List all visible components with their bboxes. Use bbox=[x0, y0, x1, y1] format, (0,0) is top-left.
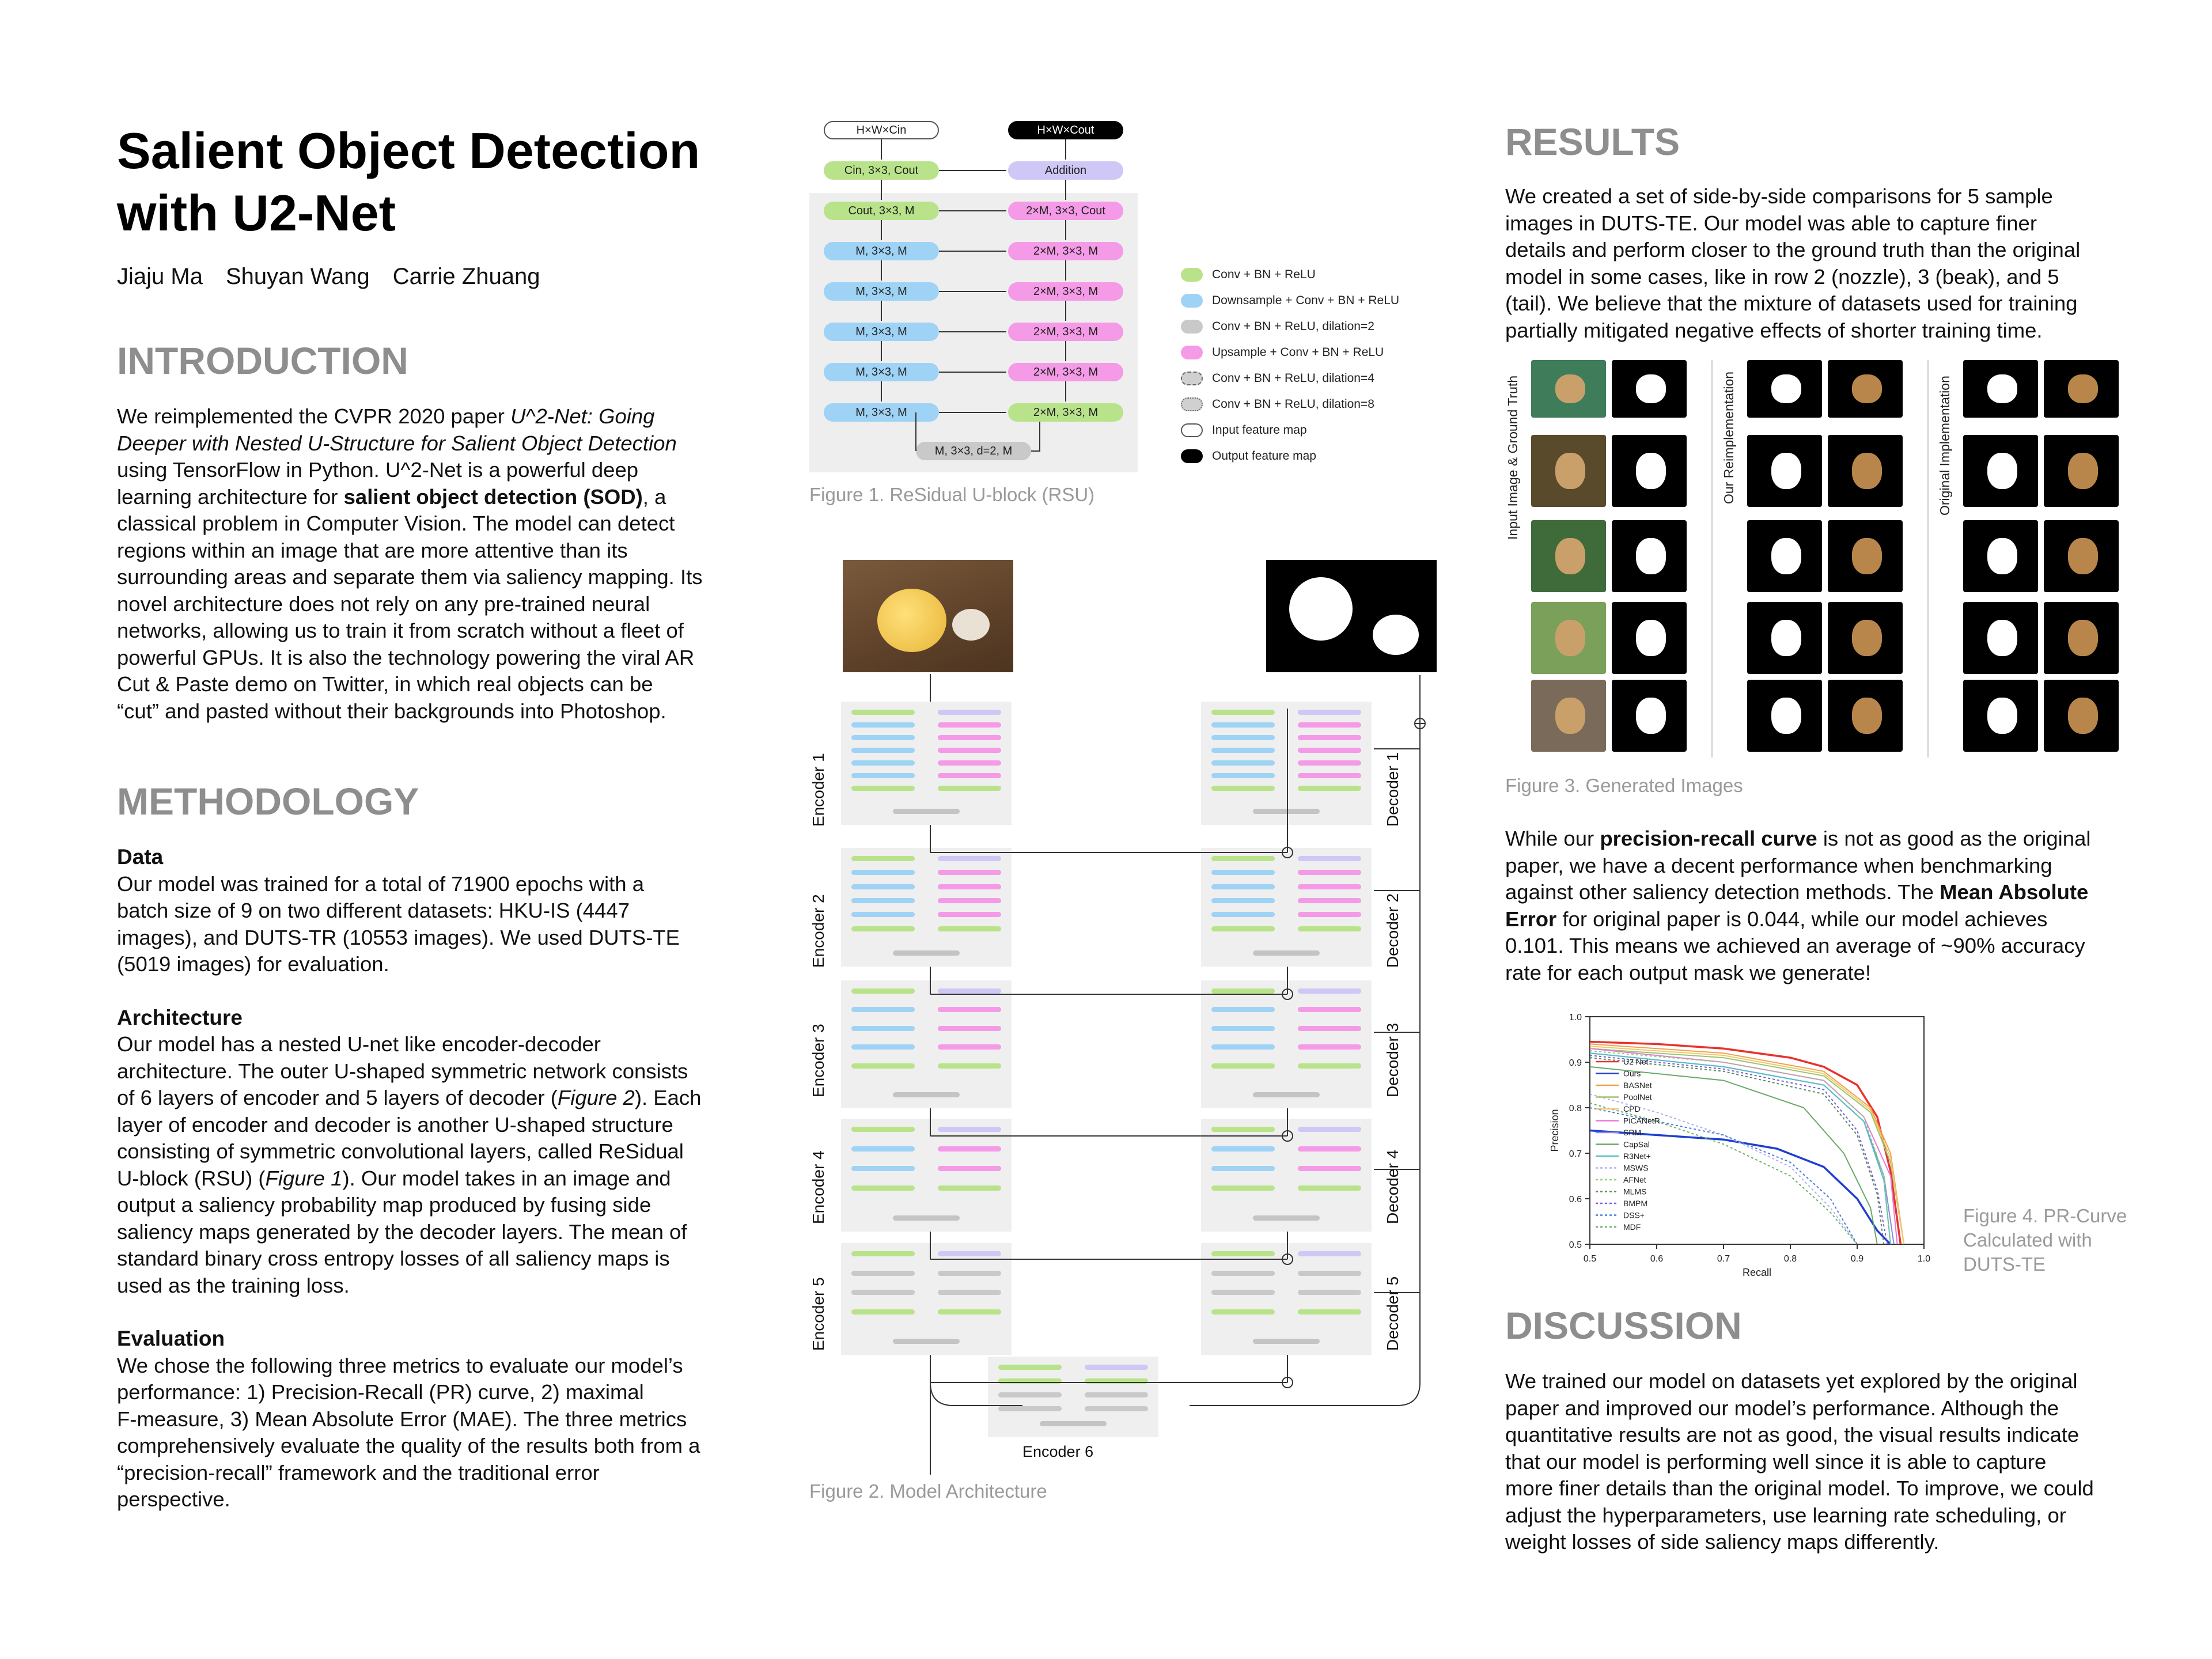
input-photo-thumbnail bbox=[1531, 435, 1606, 507]
thumbnail-subject bbox=[1987, 698, 2017, 734]
sod-bold: salient object detection (SOD) bbox=[343, 484, 643, 509]
rsu-figure bbox=[809, 118, 1138, 475]
input-photo-thumbnail bbox=[1531, 520, 1606, 592]
authors bbox=[117, 264, 563, 290]
discussion-text: We trained our model on datasets yet explored by the original bbox=[1505, 1369, 2078, 1393]
results-body bbox=[1505, 183, 2162, 344]
encoder-label: Encoder 5 bbox=[809, 1277, 827, 1351]
figure-4-caption bbox=[1963, 1204, 2127, 1277]
arch-text: ). Our model takes in an image and bbox=[342, 1166, 671, 1190]
paper-title-italic: Deeper with Nested U-Structure for Salient Object Detection bbox=[117, 431, 677, 455]
legend-label: PiCANetR bbox=[1623, 1116, 1660, 1126]
thumbnail-subject bbox=[1636, 620, 1666, 656]
discussion-text: quantitative results are not as good, the visual results indicate bbox=[1505, 1423, 2080, 1446]
legend-item bbox=[1181, 397, 1374, 411]
thumbnail-subject bbox=[1771, 538, 1801, 574]
x-tick-label: 0.6 bbox=[1650, 1254, 1664, 1264]
results-text: (tail). We believe that the mixture of datasets used for training bbox=[1505, 291, 2078, 315]
results-text: details and perform closer to the ground truth than the original bbox=[1505, 238, 2081, 262]
intro-text: , a bbox=[642, 484, 666, 509]
addition-block: Addition bbox=[1008, 161, 1123, 180]
pr-body bbox=[1505, 825, 2162, 986]
pr-curve-chart bbox=[1521, 1005, 1941, 1282]
masked-result-thumbnail bbox=[2044, 520, 2119, 592]
masked-result-thumbnail bbox=[1828, 360, 1903, 418]
grid-column-label: Our Reimplementation bbox=[1721, 371, 1736, 504]
thumbnail-subject bbox=[2068, 538, 2098, 574]
legend-label: Conv + BN + ReLU bbox=[1212, 268, 1316, 281]
encoder-label: Encoder 1 bbox=[809, 753, 827, 827]
discussion-text: that our model is performing well since it is able to capture bbox=[1505, 1449, 2047, 1474]
saliency-mask-thumbnail bbox=[1612, 680, 1687, 752]
discussion-text: more finer details than the original model. To improve, we could bbox=[1505, 1476, 2094, 1500]
rsu-conv-block: Cin, 3×3, Cout bbox=[824, 161, 939, 180]
discussion-heading: DISCUSSION bbox=[1505, 1304, 1742, 1347]
saliency-mask-thumbnail bbox=[1963, 435, 2038, 507]
thumbnail-subject bbox=[1555, 698, 1585, 734]
thumbnail-subject bbox=[1852, 538, 1882, 574]
pr-text: rate for each output mask we generate! bbox=[1505, 960, 1872, 984]
results-text: images in DUTS-TE. Our model was able to capture finer bbox=[1505, 211, 2037, 235]
intro-text: regions within an image that are more attentive than its bbox=[117, 538, 628, 562]
decoder-label: Decoder 4 bbox=[1384, 1149, 1402, 1224]
data-text: images), and DUTS-TR (10553 images). We used DUTS-TE bbox=[117, 925, 680, 949]
pr-text: paper, we have a decent performance when benchmarking bbox=[1505, 853, 2052, 877]
legend-label: MLMS bbox=[1623, 1187, 1647, 1196]
thumbnail-subject bbox=[1987, 620, 2017, 656]
discussion-text: adjust the hyperparameters, use learning rate scheduling, or bbox=[1505, 1503, 2066, 1527]
thumbnail-subject bbox=[1636, 538, 1666, 574]
intro-text: powerful GPUs. It is also the technology powering the viral AR bbox=[117, 645, 695, 669]
masked-result-thumbnail bbox=[1828, 520, 1903, 592]
x-tick-label: 0.9 bbox=[1850, 1254, 1864, 1264]
pr-text: is not as good as the original bbox=[1817, 827, 2091, 850]
intro-text: using TensorFlow in Python. U^2-Net is a powerful deep bbox=[117, 458, 639, 482]
mae-bold: Error bbox=[1505, 907, 1557, 931]
legend-label: Conv + BN + ReLU, dilation=8 bbox=[1212, 397, 1374, 411]
legend-swatch bbox=[1181, 268, 1203, 282]
thumbnail-subject bbox=[1987, 453, 2017, 489]
arch-text: ). Each bbox=[634, 1086, 702, 1109]
thumbnail-subject bbox=[1555, 453, 1585, 489]
data-text: batch size of 9 on two different datasets: HKU-IS (4447 bbox=[117, 899, 630, 922]
arch-text: saliency maps generated by the decoder layers. The mean of bbox=[117, 1219, 687, 1244]
arch-text: consisting of symmetric convolutional layers, called ReSidual bbox=[117, 1139, 684, 1163]
x-tick-label: 1.0 bbox=[1917, 1254, 1931, 1264]
rsu-conv-block: 2×M, 3×3, M bbox=[1008, 403, 1123, 422]
comparison-grid bbox=[1505, 360, 2139, 763]
decoder-label: Decoder 3 bbox=[1384, 1022, 1402, 1097]
legend-label: AFNet bbox=[1623, 1175, 1646, 1184]
legend-swatch bbox=[1181, 320, 1203, 334]
pr-text: 0.101. This means we achieved an average of ~90% accuracy bbox=[1505, 934, 2085, 957]
legend-label: Downsample + Conv + BN + ReLU bbox=[1212, 294, 1400, 307]
x-tick-label: 0.8 bbox=[1783, 1254, 1797, 1264]
y-tick-label: 1.0 bbox=[1569, 1013, 1582, 1022]
saliency-mask-thumbnail bbox=[1963, 360, 2038, 418]
data-text: Our model was trained for a total of 71900 epochs with a bbox=[117, 872, 645, 896]
legend-swatch bbox=[1181, 372, 1203, 385]
author-name: Shuyan Wang bbox=[225, 264, 370, 289]
saliency-mask-thumbnail bbox=[1612, 360, 1687, 418]
input-photo-thumbnail bbox=[1531, 680, 1606, 752]
thumbnail-subject bbox=[1771, 453, 1801, 489]
y-tick-label: 0.8 bbox=[1569, 1104, 1582, 1113]
encoder-label: Encoder 4 bbox=[809, 1150, 827, 1224]
methodology-body bbox=[117, 844, 762, 1513]
legend-swatch bbox=[1181, 423, 1203, 437]
rsu-dilated-block: M, 3×3, d=2, M bbox=[916, 442, 1031, 460]
author-name: Jiaju Ma bbox=[117, 264, 203, 289]
figure-1-caption: Figure 1. ReSidual U-block (RSU) bbox=[809, 484, 1095, 505]
arch-text: standard binary cross entropy losses of all saliency maps is bbox=[117, 1247, 670, 1270]
y-axis-label: Precision bbox=[1549, 1109, 1560, 1152]
saliency-mask-thumbnail bbox=[1747, 360, 1822, 418]
saliency-mask-thumbnail bbox=[1747, 520, 1822, 592]
thumbnail-subject bbox=[2068, 620, 2098, 656]
saliency-mask-thumbnail bbox=[1612, 435, 1687, 507]
intro-text: “cut” and pasted without their backgrounds into Photoshop. bbox=[117, 699, 666, 723]
results-text: model in some cases, like in row 2 (nozzle), 3 (beak), and 5 bbox=[1505, 264, 2059, 289]
legend-item bbox=[1181, 294, 1399, 308]
rsu-conv-block: Cout, 3×3, M bbox=[824, 202, 939, 220]
legend-item bbox=[1181, 372, 1374, 385]
legend-label: R3Net+ bbox=[1623, 1152, 1651, 1161]
arch-text: U-block (RSU) ( bbox=[117, 1166, 266, 1190]
legend-label: U2 Net bbox=[1623, 1057, 1649, 1066]
x-tick-label: 0.7 bbox=[1717, 1254, 1730, 1264]
saliency-mask-thumbnail bbox=[1612, 602, 1687, 674]
arch-text: architecture. The outer U-shaped symmetric network consists bbox=[117, 1059, 688, 1083]
output-feature-map: H×W×Cout bbox=[1008, 121, 1123, 139]
pr-curve-bold: precision-recall curve bbox=[1600, 827, 1817, 850]
masked-result-thumbnail bbox=[2044, 360, 2119, 418]
masked-result-thumbnail bbox=[2044, 680, 2119, 752]
masked-result-thumbnail bbox=[1828, 435, 1903, 507]
saliency-mask-thumbnail bbox=[1963, 602, 2038, 674]
masked-result-thumbnail bbox=[1828, 602, 1903, 674]
thumbnail-subject bbox=[1852, 620, 1882, 656]
architecture-heading: Architecture bbox=[117, 1005, 243, 1029]
arch-text: output a saliency probability map produced by fusing side bbox=[117, 1193, 652, 1217]
thumbnail-subject bbox=[1771, 374, 1801, 403]
y-tick-label: 0.5 bbox=[1569, 1240, 1582, 1250]
discussion-body bbox=[1505, 1368, 2162, 1556]
legend-item bbox=[1181, 423, 1307, 437]
legend-swatch bbox=[1181, 346, 1203, 359]
grid-column-label: Input Image & Ground Truth bbox=[1505, 375, 1520, 540]
saliency-mask-thumbnail bbox=[1747, 435, 1822, 507]
arch-text: used as the training loss. bbox=[117, 1273, 350, 1297]
author-name: Carrie Zhuang bbox=[392, 264, 540, 289]
legend-label: CapSal bbox=[1623, 1139, 1650, 1149]
thumbnail-subject bbox=[1636, 453, 1666, 489]
legend-swatch bbox=[1181, 397, 1203, 411]
paper-title-italic: U^2-Net: Going bbox=[510, 404, 655, 428]
intro-text: classical problem in Computer Vision. The model can detect bbox=[117, 512, 675, 535]
figure-ref: Figure 2 bbox=[557, 1086, 635, 1109]
figure-ref: Figure 1 bbox=[265, 1166, 343, 1190]
figure-2-caption: Figure 2. Model Architecture bbox=[809, 1480, 1047, 1502]
evaluation-heading: Evaluation bbox=[117, 1327, 225, 1350]
y-tick-label: 0.9 bbox=[1569, 1058, 1582, 1068]
rsu-upsample-block: 2×M, 3×3, Cout bbox=[1008, 202, 1123, 220]
pr-text: against other saliency detection methods. The bbox=[1505, 880, 1940, 904]
thumbnail-subject bbox=[1852, 374, 1882, 403]
pr-text: for original paper is 0.044, while our model achieves bbox=[1556, 907, 2048, 931]
figure-3-caption: Figure 3. Generated Images bbox=[1505, 775, 1743, 796]
eval-text: “precision-recall” framework and the traditional error bbox=[117, 1460, 600, 1484]
legend-label: Conv + BN + ReLU, dilation=2 bbox=[1212, 320, 1374, 333]
pr-text: While our bbox=[1505, 827, 1600, 850]
y-tick-label: 0.6 bbox=[1569, 1195, 1582, 1205]
intro-text: learning architecture for bbox=[117, 484, 344, 509]
masked-result-thumbnail bbox=[2044, 602, 2119, 674]
rsu-upsample-block: 2×M, 3×3, M bbox=[1008, 363, 1123, 381]
intro-text: We reimplemented the CVPR 2020 paper bbox=[117, 404, 511, 428]
legend-label: Input feature map bbox=[1212, 423, 1307, 437]
architecture-connections bbox=[809, 553, 1443, 1475]
data-heading: Data bbox=[117, 845, 164, 869]
legend-label: MSWS bbox=[1623, 1163, 1649, 1173]
legend-item bbox=[1181, 346, 1384, 359]
thumbnail-subject bbox=[1555, 620, 1585, 656]
thumbnail-subject bbox=[1852, 698, 1882, 734]
results-text: partially mitigated negative effects of shorter training time. bbox=[1505, 318, 2043, 342]
legend-label: Ours bbox=[1623, 1069, 1641, 1078]
thumbnail-subject bbox=[1555, 374, 1585, 403]
intro-text: Cut & Paste demo on Twitter, in which real objects can be bbox=[117, 672, 653, 696]
saliency-mask-thumbnail bbox=[1963, 680, 2038, 752]
eval-text: performance: 1) Precision-Recall (PR) curve, 2) maximal bbox=[117, 1380, 644, 1404]
arch-text: layer of encoder and decoder is another U-shaped structure bbox=[117, 1112, 673, 1137]
encoder-label: Encoder 3 bbox=[809, 1024, 827, 1097]
encoder-6-label: Encoder 6 bbox=[1022, 1443, 1094, 1460]
saliency-mask-thumbnail bbox=[1747, 602, 1822, 674]
arch-text: of 6 layers of encoder and 5 layers of decoder ( bbox=[117, 1086, 558, 1109]
eval-text: We chose the following three metrics to evaluate our model’s bbox=[117, 1353, 683, 1377]
rsu-downsample-block: M, 3×3, M bbox=[824, 323, 939, 341]
fig4-caption-line: Figure 4. PR-Curve bbox=[1963, 1205, 2127, 1226]
methodology-heading: METHODOLOGY bbox=[117, 780, 419, 823]
thumbnail-subject bbox=[2068, 453, 2098, 489]
legend-label: SRM bbox=[1623, 1128, 1642, 1137]
legend-label: Conv + BN + ReLU, dilation=4 bbox=[1212, 372, 1374, 385]
results-heading: RESULTS bbox=[1505, 120, 1680, 163]
legend-item bbox=[1181, 320, 1374, 334]
rsu-connections bbox=[809, 118, 1138, 475]
grid-column-label: Original Implementation bbox=[1937, 376, 1952, 516]
thumbnail-subject bbox=[1636, 374, 1666, 403]
masked-result-thumbnail bbox=[1828, 680, 1903, 752]
encoder-label: Encoder 2 bbox=[809, 894, 827, 968]
thumbnail-subject bbox=[2068, 698, 2098, 734]
thumbnail-subject bbox=[1555, 538, 1585, 574]
architecture-figure bbox=[809, 553, 1443, 1475]
masked-result-thumbnail bbox=[2044, 435, 2119, 507]
rsu-downsample-block: M, 3×3, M bbox=[824, 363, 939, 381]
rsu-upsample-block: 2×M, 3×3, M bbox=[1008, 242, 1123, 260]
grid-divider bbox=[1711, 360, 1713, 757]
eval-text: comprehensively evaluate the quality of the results both from a bbox=[117, 1434, 700, 1457]
results-text: We created a set of side-by-side comparisons for 5 sample bbox=[1505, 184, 2053, 208]
thumbnail-subject bbox=[1852, 453, 1882, 489]
intro-body bbox=[117, 403, 762, 725]
intro-text: novel architecture does not rely on any pre-trained neural bbox=[117, 592, 650, 616]
thumbnail-subject bbox=[1636, 698, 1666, 734]
decoder-label: Decoder 5 bbox=[1384, 1276, 1402, 1351]
fig4-caption-line: Calculated with bbox=[1963, 1229, 2092, 1251]
data-text: (5019 images) for evaluation. bbox=[117, 952, 389, 976]
legend-label: CPD bbox=[1623, 1104, 1641, 1113]
thumbnail-subject bbox=[1771, 620, 1801, 656]
title-line-1: Salient Object Detection bbox=[117, 122, 700, 179]
input-photo-thumbnail bbox=[1531, 360, 1606, 418]
title-line-2: with U2-Net bbox=[117, 184, 396, 241]
rsu-downsample-block: M, 3×3, M bbox=[824, 242, 939, 260]
rsu-upsample-block: 2×M, 3×3, M bbox=[1008, 282, 1123, 301]
fig4-caption-line: DUTS-TE bbox=[1963, 1253, 2046, 1275]
decoder-label: Decoder 1 bbox=[1384, 752, 1402, 827]
saliency-mask-thumbnail bbox=[1747, 680, 1822, 752]
y-tick-label: 0.7 bbox=[1569, 1149, 1582, 1159]
discussion-text: weight losses of side saliency maps differently. bbox=[1505, 1530, 1940, 1554]
input-feature-map: H×W×Cin bbox=[824, 121, 939, 139]
input-photo-thumbnail bbox=[1531, 602, 1606, 674]
x-tick-label: 0.5 bbox=[1583, 1254, 1597, 1264]
saliency-mask-thumbnail bbox=[1612, 520, 1687, 592]
eval-text: perspective. bbox=[117, 1487, 230, 1511]
legend-item bbox=[1181, 268, 1316, 282]
mae-bold: Mean Absolute bbox=[1940, 880, 2089, 904]
legend-label: BMPM bbox=[1623, 1199, 1647, 1208]
intro-text: networks, allowing us to train it from scratch without a fleet of bbox=[117, 619, 684, 642]
legend-label: BASNet bbox=[1623, 1081, 1652, 1090]
legend-swatch bbox=[1181, 449, 1203, 463]
thumbnail-subject bbox=[2068, 374, 2098, 403]
legend-label: Output feature map bbox=[1212, 449, 1316, 463]
thumbnail-subject bbox=[1987, 538, 2017, 574]
legend-swatch bbox=[1181, 294, 1203, 308]
grid-divider bbox=[1927, 360, 1929, 757]
eval-text: F-measure, 3) Mean Absolute Error (MAE). The three metrics bbox=[117, 1407, 687, 1431]
x-axis-label: Recall bbox=[1742, 1267, 1772, 1278]
rsu-downsample-block: M, 3×3, M bbox=[824, 403, 939, 422]
poster-title bbox=[117, 120, 751, 244]
legend-label: Upsample + Conv + BN + ReLU bbox=[1212, 346, 1384, 359]
intro-heading: INTRODUCTION bbox=[117, 339, 408, 382]
legend-label: MDF bbox=[1623, 1222, 1641, 1232]
saliency-mask-thumbnail bbox=[1963, 520, 2038, 592]
rsu-downsample-block: M, 3×3, M bbox=[824, 282, 939, 301]
legend-item bbox=[1181, 449, 1316, 463]
discussion-text: paper and improved our model’s performance. Although the bbox=[1505, 1396, 2059, 1420]
thumbnail-subject bbox=[1987, 374, 2017, 403]
rsu-upsample-block: 2×M, 3×3, M bbox=[1008, 323, 1123, 341]
thumbnail-subject bbox=[1771, 698, 1801, 734]
arch-text: Our model has a nested U-net like encoder-decoder bbox=[117, 1032, 601, 1056]
intro-text: surrounding areas and separate them via saliency mapping. Its bbox=[117, 565, 703, 589]
decoder-label: Decoder 2 bbox=[1384, 893, 1402, 968]
legend-label: PoolNet bbox=[1623, 1092, 1652, 1102]
legend-label: DSS+ bbox=[1623, 1210, 1645, 1220]
